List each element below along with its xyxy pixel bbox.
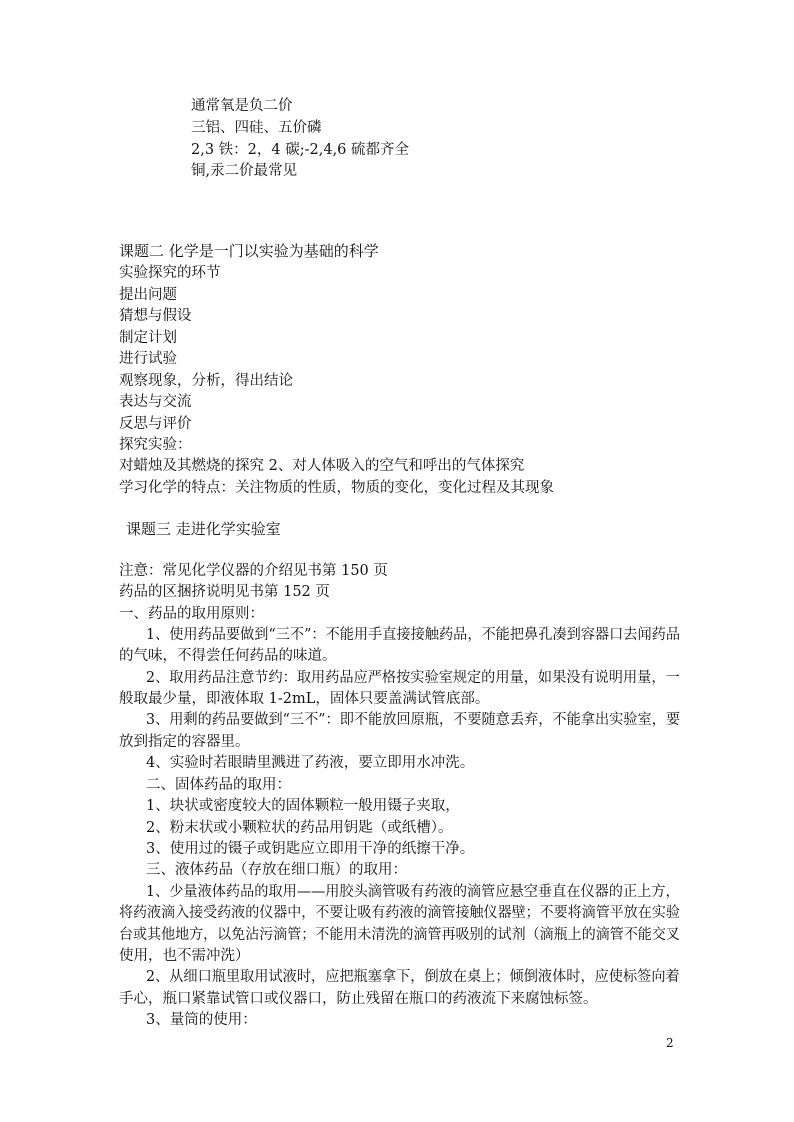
paragraph-line: 的气味，不得尝任何药品的味道。: [119, 648, 337, 664]
paragraph-line: 2、粉末状或小颗粒状的药品用钥匙（或纸槽）。: [146, 820, 453, 836]
paragraph-line: 3、量筒的使用：: [146, 1012, 257, 1028]
paragraph-line: 将药液滴入接受药液的仪器中，不要让吸有药液的滴管接触仪器壁；不要将滴管平放在实验: [119, 905, 680, 921]
page-number: 2: [666, 1036, 674, 1050]
paragraph-line: 台或其他地方，以免沾污滴管；不能用未清洗的滴管再吸别的试剂（滴瓶上的滴管不能交叉: [119, 927, 680, 943]
topic2-line: 表达与交流: [119, 394, 192, 410]
section-heading-2: 二、固体药品的取用：: [146, 777, 291, 793]
paragraph-line: 3、用剩的药品要做到“三不”：即不能放回原瓶，不要随意丢弃，不能拿出实验室，要: [146, 712, 681, 728]
paragraph-line: 使用，也不需冲洗）: [119, 948, 250, 964]
verse-line-3: 2,3 铁：2，4 碳;-2,4,6 硫都齐全: [191, 142, 410, 158]
topic2-line: 反思与评价: [119, 416, 192, 432]
paragraph-line: 1、少量液体药品的取用——用胶头滴管吸有药液的滴管应悬空垂直在仪器的正上方，: [146, 884, 680, 900]
topic2-line: 制定计划: [119, 330, 177, 346]
paragraph-line: 2、从细口瓶里取用试液时，应把瓶塞拿下，倒放在桌上；倾倒液体时，应使标签向着: [146, 969, 680, 985]
topic3-note-2: 药品的区捆挤说明见书第 152 页: [119, 584, 330, 600]
section-heading-3: 三、液体药品（存放在细口瓶）的取用：: [146, 862, 407, 878]
topic3-note-1: 注意：常见化学仪器的介绍见书第 150 页: [119, 563, 388, 579]
topic3-title: 课题三 走进化学实验室: [126, 520, 281, 538]
paragraph-line: 1、使用药品要做到“三不”：不能用手直接接触药品，不能把鼻孔凑到容器口去闻药品: [146, 627, 681, 643]
topic2-line: 提出问题: [119, 287, 177, 303]
paragraph-line: 2、取用药品注意节约：取用药品应严格按实验室规定的用量，如果没有说明用量，一: [146, 670, 680, 686]
topic2-line: 进行试验: [119, 351, 177, 367]
topic2-line: 猜想与假设: [119, 308, 192, 324]
topic2-line: 观察现象，分析，得出结论: [119, 373, 293, 389]
topic2-line: 探究实验：: [119, 437, 192, 453]
topic2-title: 课题二 化学是一门以实验为基础的科学: [119, 242, 379, 260]
paragraph-line: 1、块状或密度较大的固体颗粒一般用镊子夹取，: [146, 798, 460, 814]
verse-line-4: 铜,汞二价最常见: [191, 163, 298, 179]
topic2-line: 实验探究的环节: [119, 265, 221, 281]
paragraph-line: 手心，瓶口紧靠试管口或仪器口，防止残留在瓶口的药液流下来腐蚀标签。: [119, 991, 598, 1007]
topic2-line: 学习化学的特点：关注物质的性质，物质的变化，变化过程及其现象: [119, 480, 554, 496]
paragraph-line: 般取最少量，即液体取 1-2mL，固体只要盖满试管底部。: [119, 691, 490, 707]
topic2-line: 对蜡烛及其燃烧的探究 2、对人体吸入的空气和呼出的气体探究: [119, 458, 525, 474]
verse-line-1: 通常氧是负二价: [191, 98, 293, 114]
paragraph-line: 4、实验时若眼睛里溅进了药液，要立即用水冲洗。: [146, 755, 475, 771]
section-heading-1: 一、药品的取用原则：: [119, 606, 264, 622]
verse-line-2: 三铝、四硅、五价磷: [191, 120, 322, 136]
paragraph-line: 3、使用过的镊子或钥匙应立即用干净的纸擦干净。: [146, 841, 475, 857]
paragraph-line: 放到指定的容器里。: [119, 734, 250, 750]
